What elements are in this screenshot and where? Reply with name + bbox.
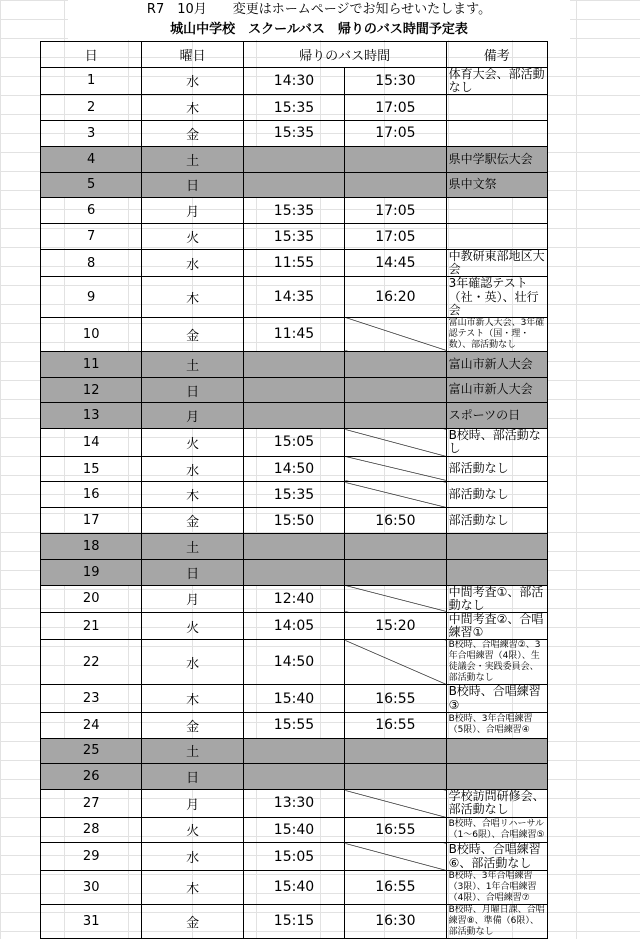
weekday-cell: 月 — [142, 790, 243, 817]
bus-time-1-cell — [243, 534, 344, 560]
column-header-bus-time: 帰りのバス時間 — [243, 42, 446, 68]
table-row — [41, 198, 548, 224]
day-cell: 15 — [41, 456, 142, 482]
note-cell: B校時、月曜日課、合唱練習⑧、準備（6限）、部活動なし — [446, 904, 547, 938]
weekday-cell: 水 — [142, 640, 243, 685]
weekday-cell: 金 — [142, 120, 243, 146]
day-cell: 3 — [41, 120, 142, 146]
schedule-sheet — [68, 0, 570, 40]
column-header-day: 日 — [41, 42, 142, 68]
bus-time-1-cell: 15:35 — [243, 224, 344, 250]
bus-time-1-cell: 11:45 — [243, 317, 344, 351]
bus-time-2-cell: 15:30 — [345, 67, 446, 94]
bus-time-2-cell — [345, 790, 446, 817]
weekday-cell: 火 — [142, 224, 243, 250]
bus-time-2-cell: 17:05 — [345, 95, 446, 121]
table-row — [41, 508, 548, 534]
bus-time-2-cell: 16:30 — [345, 904, 446, 938]
note-cell: 学校訪問研修会、部活動なし — [446, 790, 547, 817]
weekday-cell: 月 — [142, 198, 243, 224]
weekday-cell: 土 — [142, 351, 243, 377]
weekday-cell: 木 — [142, 870, 243, 904]
note-cell: B校時、合唱練習③ — [446, 685, 547, 712]
day-cell: 10 — [41, 317, 142, 351]
bus-time-2-cell: 16:50 — [345, 508, 446, 534]
note-cell: 富山市新人大会 — [446, 377, 547, 403]
bus-time-1-cell: 15:35 — [243, 482, 344, 508]
bus-time-1-cell: 15:05 — [243, 843, 344, 870]
bus-time-1-cell: 15:05 — [243, 429, 344, 456]
table-row — [41, 790, 548, 817]
bus-time-2-cell — [345, 764, 446, 790]
note-cell: 中教研東部地区大会 — [446, 249, 547, 276]
bus-time-1-cell: 15:35 — [243, 198, 344, 224]
note-cell — [446, 224, 547, 250]
bus-time-2-cell — [345, 559, 446, 585]
bus-time-1-cell — [243, 559, 344, 585]
table-row — [41, 456, 548, 482]
day-cell: 4 — [41, 146, 142, 172]
page-title: 城山中学校 スクールバス 帰りのバス時間予定表 — [170, 22, 468, 37]
day-cell: 8 — [41, 249, 142, 276]
bus-time-1-cell — [243, 172, 344, 198]
bus-time-1-cell: 15:40 — [243, 817, 344, 843]
note-cell: B校時、合唱練習⑥、部活動なし — [446, 843, 547, 870]
bus-time-2-cell: 17:05 — [345, 198, 446, 224]
day-cell: 31 — [41, 904, 142, 938]
column-header-dow: 曜日 — [142, 42, 243, 68]
bus-time-1-cell: 15:40 — [243, 685, 344, 712]
day-cell: 14 — [41, 429, 142, 456]
table-body — [41, 67, 548, 938]
note-cell: 3年確認テスト（社・英）、壮行会 — [446, 277, 547, 318]
note-cell: B校時、部活動なし — [446, 429, 547, 456]
note-cell: 部活動なし — [446, 482, 547, 508]
note-cell — [446, 534, 547, 560]
table-row — [41, 277, 548, 318]
bus-time-2-cell — [345, 146, 446, 172]
weekday-cell: 金 — [142, 712, 243, 738]
bus-time-1-cell: 15:55 — [243, 712, 344, 738]
note-cell: B校時、合唱練習②、3年合唱練習（4限）、生徒議会・実践委員会、部活動なし — [446, 640, 547, 685]
table-row — [41, 351, 548, 377]
day-cell: 29 — [41, 843, 142, 870]
bus-time-2-cell: 16:55 — [345, 712, 446, 738]
bus-time-1-cell — [243, 377, 344, 403]
note-cell — [446, 95, 547, 121]
day-cell: 19 — [41, 559, 142, 585]
note-cell: 部活動なし — [446, 508, 547, 534]
note-cell — [446, 198, 547, 224]
table-row — [41, 95, 548, 121]
table-row — [41, 249, 548, 276]
table-row — [41, 534, 548, 560]
bus-time-2-cell — [345, 351, 446, 377]
day-cell: 26 — [41, 764, 142, 790]
day-cell: 9 — [41, 277, 142, 318]
day-cell: 5 — [41, 172, 142, 198]
weekday-cell: 木 — [142, 685, 243, 712]
weekday-cell: 木 — [142, 277, 243, 318]
bus-time-2-cell — [345, 403, 446, 429]
bus-time-1-cell: 12:40 — [243, 585, 344, 612]
column-header-note: 備考 — [446, 42, 547, 68]
bus-time-1-cell — [243, 764, 344, 790]
weekday-cell: 木 — [142, 95, 243, 121]
note-cell — [446, 559, 547, 585]
weekday-cell: 火 — [142, 613, 243, 640]
bus-time-1-cell: 11:55 — [243, 249, 344, 276]
bus-time-1-cell: 14:35 — [243, 277, 344, 318]
notice-line: R7 10月 変更はホームページでお知らせいたします。 — [146, 2, 492, 17]
bus-time-2-cell — [345, 738, 446, 764]
note-cell: スポーツの日 — [446, 403, 547, 429]
table-row — [41, 843, 548, 870]
day-cell: 16 — [41, 482, 142, 508]
day-cell: 28 — [41, 817, 142, 843]
note-cell: B校時、合唱リハーサル（1～6限）、合唱練習⑤ — [446, 817, 547, 843]
bus-time-2-cell: 16:55 — [345, 870, 446, 904]
day-cell: 12 — [41, 377, 142, 403]
day-cell: 22 — [41, 640, 142, 685]
bus-time-1-cell: 14:50 — [243, 640, 344, 685]
weekday-cell: 金 — [142, 317, 243, 351]
bus-time-2-cell — [345, 377, 446, 403]
table-row — [41, 146, 548, 172]
bus-time-2-cell — [345, 640, 446, 685]
note-cell: 県中文祭 — [446, 172, 547, 198]
bus-time-2-cell: 17:05 — [345, 224, 446, 250]
table-row — [41, 559, 548, 585]
table-row — [41, 317, 548, 351]
table-row — [41, 224, 548, 250]
weekday-cell: 金 — [142, 508, 243, 534]
weekday-cell: 月 — [142, 585, 243, 612]
table-row — [41, 817, 548, 843]
bus-time-2-cell: 17:05 — [345, 120, 446, 146]
bus-time-1-cell — [243, 351, 344, 377]
bus-time-1-cell: 15:40 — [243, 870, 344, 904]
note-cell: 体育大会、部活動なし — [446, 67, 547, 94]
table-row — [41, 120, 548, 146]
weekday-cell: 日 — [142, 764, 243, 790]
note-cell: B校時、3年合唱練習（5限）、合唱練習④ — [446, 712, 547, 738]
bus-time-1-cell: 15:35 — [243, 120, 344, 146]
bus-time-2-cell — [345, 317, 446, 351]
weekday-cell: 月 — [142, 403, 243, 429]
bus-time-1-cell — [243, 146, 344, 172]
bus-time-2-cell: 16:55 — [345, 817, 446, 843]
table-row — [41, 482, 548, 508]
bus-time-2-cell — [345, 456, 446, 482]
weekday-cell: 水 — [142, 67, 243, 94]
bus-time-2-cell: 14:45 — [345, 249, 446, 276]
day-cell: 6 — [41, 198, 142, 224]
note-cell — [446, 738, 547, 764]
table-row — [41, 640, 548, 685]
weekday-cell: 日 — [142, 559, 243, 585]
note-cell: 富山市新人大会 — [446, 351, 547, 377]
bus-time-2-cell — [345, 429, 446, 456]
bus-time-2-cell — [345, 585, 446, 612]
table-row — [41, 764, 548, 790]
table-row — [41, 67, 548, 94]
weekday-cell: 金 — [142, 904, 243, 938]
table-row — [41, 738, 548, 764]
bus-time-1-cell: 14:50 — [243, 456, 344, 482]
bus-time-2-cell — [345, 482, 446, 508]
day-cell: 21 — [41, 613, 142, 640]
day-cell: 23 — [41, 685, 142, 712]
table-row — [41, 685, 548, 712]
day-cell: 30 — [41, 870, 142, 904]
weekday-cell: 日 — [142, 377, 243, 403]
bus-time-2-cell: 15:20 — [345, 613, 446, 640]
day-cell: 11 — [41, 351, 142, 377]
day-cell: 25 — [41, 738, 142, 764]
note-cell: 部活動なし — [446, 456, 547, 482]
day-cell: 27 — [41, 790, 142, 817]
note-cell — [446, 764, 547, 790]
bus-time-2-cell — [345, 172, 446, 198]
weekday-cell: 水 — [142, 249, 243, 276]
bus-time-1-cell — [243, 738, 344, 764]
weekday-cell: 日 — [142, 172, 243, 198]
note-cell: 中間考査①、部活動なし — [446, 585, 547, 612]
weekday-cell: 水 — [142, 456, 243, 482]
weekday-cell: 土 — [142, 738, 243, 764]
table-header-row — [41, 42, 548, 68]
bus-time-1-cell: 15:15 — [243, 904, 344, 938]
day-cell: 7 — [41, 224, 142, 250]
day-cell: 1 — [41, 67, 142, 94]
table-row — [41, 429, 548, 456]
table-row — [41, 870, 548, 904]
table-row — [41, 712, 548, 738]
table-row — [41, 403, 548, 429]
bus-time-1-cell: 14:05 — [243, 613, 344, 640]
weekday-cell: 火 — [142, 429, 243, 456]
bus-time-1-cell: 15:50 — [243, 508, 344, 534]
day-cell: 18 — [41, 534, 142, 560]
note-cell: B校時、3年合唱練習（3限）、1年合唱練習（4限）、合唱練習⑦ — [446, 870, 547, 904]
day-cell: 2 — [41, 95, 142, 121]
table-row — [41, 377, 548, 403]
bus-time-2-cell: 16:55 — [345, 685, 446, 712]
weekday-cell: 土 — [142, 534, 243, 560]
bus-time-2-cell — [345, 843, 446, 870]
note-cell: 富山市新人大会、3年確認テスト（国・理・数）、部活動なし — [446, 317, 547, 351]
bus-time-1-cell — [243, 403, 344, 429]
table-row — [41, 172, 548, 198]
bus-time-2-cell: 16:20 — [345, 277, 446, 318]
day-cell: 24 — [41, 712, 142, 738]
day-cell: 17 — [41, 508, 142, 534]
bus-time-1-cell: 14:30 — [243, 67, 344, 94]
note-cell — [446, 120, 547, 146]
note-cell: 中間考査②、合唱練習① — [446, 613, 547, 640]
day-cell: 13 — [41, 403, 142, 429]
bus-time-1-cell: 13:30 — [243, 790, 344, 817]
day-cell: 20 — [41, 585, 142, 612]
bus-time-2-cell — [345, 534, 446, 560]
note-cell: 県中学駅伝大会 — [446, 146, 547, 172]
weekday-cell: 火 — [142, 817, 243, 843]
weekday-cell: 水 — [142, 843, 243, 870]
weekday-cell: 土 — [142, 146, 243, 172]
bus-time-1-cell: 15:35 — [243, 95, 344, 121]
weekday-cell: 木 — [142, 482, 243, 508]
table-row — [41, 904, 548, 938]
table-row — [41, 613, 548, 640]
table-row — [41, 585, 548, 612]
bus-schedule-table — [40, 41, 548, 939]
